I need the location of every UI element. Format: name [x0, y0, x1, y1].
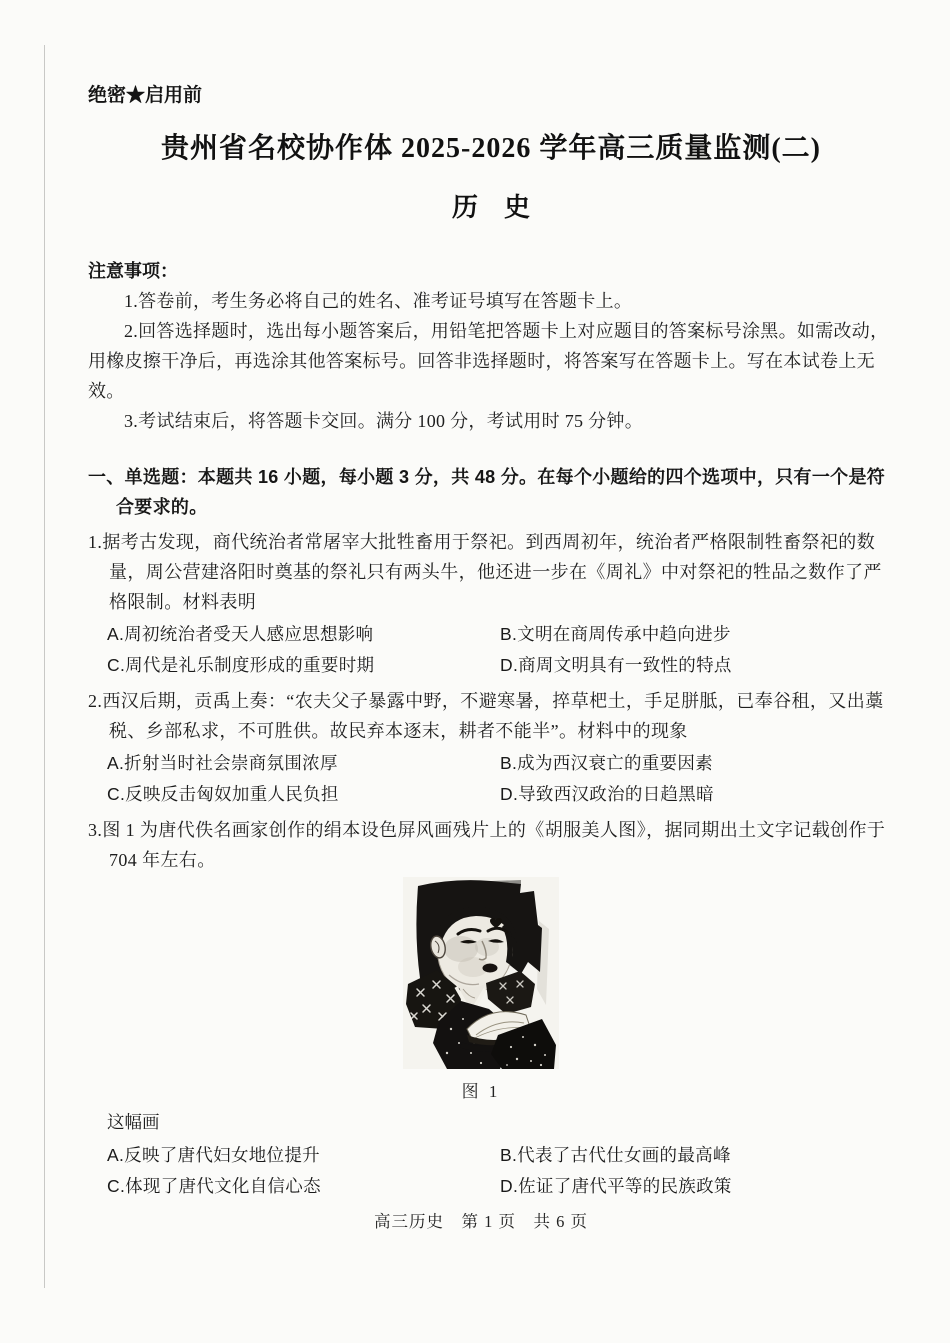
- option-text: 周初统治者受天人感应思想影响: [124, 624, 374, 644]
- question-1-option-a: [107, 619, 500, 650]
- option-text: 商周文明具有一致性的特点: [518, 655, 732, 675]
- option-text: 代表了古代仕女画的最高峰: [517, 1145, 731, 1165]
- question-2-stem-text: 西汉后期，贡禹上奏：“农夫父子暴露中野，不避寒暑，捽草杷土，手足胼胝，已奉谷租，又出藁税、乡部私求，不可胜供。故民弃本逐末，耕者不能半”。材料中的现象: [102, 691, 884, 741]
- option-label: A.: [107, 1145, 125, 1165]
- hufu-beauty-painting-image: [403, 877, 559, 1069]
- option-label: C.: [107, 784, 126, 804]
- option-text: 反映了唐代妇女地位提升: [124, 1145, 320, 1165]
- classification-label: 绝密★启用前: [88, 85, 203, 106]
- question-1: [88, 527, 894, 681]
- question-2-options: [88, 748, 894, 810]
- notice-item-1: 1.答卷前，考生务必将自己的姓名、准考证号填写在答题卡上。: [124, 291, 633, 311]
- option-label: C.: [107, 1176, 126, 1196]
- question-3-stem: [88, 815, 894, 875]
- question-2-option-c: [107, 779, 500, 810]
- option-text: 导致西汉政治的日趋黑暗: [518, 784, 714, 804]
- exam-title: 贵州省名校协作体 2025-2026 学年高三质量监测(二): [161, 133, 821, 164]
- notice-item-3: 3.考试结束后，将答题卡交回。满分 100 分，考试用时 75 分钟。: [124, 411, 643, 431]
- question-1-stem: [88, 527, 894, 617]
- question-1-options: [88, 619, 894, 681]
- option-label: A.: [107, 753, 125, 773]
- scan-edge-line: [44, 45, 45, 1288]
- option-text: 体现了唐代文化自信心态: [125, 1176, 321, 1196]
- question-1-option-c: [107, 650, 500, 681]
- question-1-stem-text: 据考古发现，商代统治者常屠宰大批牲畜用于祭祀。到西周初年，统治者严格限制牲畜祭祀的数量，周公营建洛阳时奠基的祭礼只有两头牛，他还进一步在《周礼》中对祭祀的牲品之数作了严格限制。材料表明: [102, 532, 882, 612]
- question-3-lead: 这幅画: [107, 1112, 160, 1132]
- exam-sheet: [88, 0, 894, 1234]
- question-3-stem-text: 图 1 为唐代佚名画家创作的绢本设色屏风画残片上的《胡服美人图》，据同期出土文字记载创作于 704 年左右。: [102, 820, 886, 870]
- option-text: 反映反击匈奴加重人民负担: [125, 784, 339, 804]
- question-1-number: 1.: [88, 532, 103, 552]
- page-footer: 高三历史 第 1 页 共 6 页: [374, 1212, 588, 1231]
- option-text: 折射当时社会崇商氛围浓厚: [124, 753, 338, 773]
- notice-heading: 注意事项：: [88, 261, 178, 281]
- option-label: D.: [500, 655, 519, 675]
- option-text: 文明在商周传承中趋向进步: [517, 624, 731, 644]
- question-3-option-c: [107, 1171, 500, 1202]
- question-3-option-d: [500, 1171, 894, 1202]
- option-label: B.: [500, 1145, 518, 1165]
- question-3: [88, 815, 894, 1202]
- question-3-options: [88, 1140, 894, 1202]
- option-label: B.: [500, 753, 518, 773]
- question-3-option-b: [500, 1140, 894, 1171]
- option-text: 成为西汉衰亡的重要因素: [517, 753, 713, 773]
- question-2-option-b: [500, 748, 894, 779]
- question-2-option-d: [500, 779, 894, 810]
- option-label: A.: [107, 624, 125, 644]
- figure-1: [78, 877, 884, 1103]
- option-label: C.: [107, 655, 126, 675]
- option-label: D.: [500, 784, 519, 804]
- question-1-option-d: [500, 650, 894, 681]
- subject-title: 历 史: [451, 193, 530, 222]
- question-2-stem: [88, 686, 894, 746]
- figure-1-caption: 图 1: [461, 1082, 501, 1101]
- question-2-option-a: [107, 748, 500, 779]
- option-label: B.: [500, 624, 518, 644]
- notice-section: [88, 256, 894, 436]
- question-2-number: 2.: [88, 691, 103, 711]
- question-1-option-b: [500, 619, 894, 650]
- question-3-option-a: [107, 1140, 500, 1171]
- question-3-number: 3.: [88, 820, 103, 840]
- question-2: [88, 686, 894, 810]
- notice-item-2: 2.回答选择题时，选出每小题答案后，用铅笔把答题卡上对应题目的答案标号涂黑。如需改动，用橡皮擦干净后，再选涂其他答案标号。回答非选择题时，将答案写在答题卡上。写在本试卷上无效。: [88, 321, 889, 401]
- option-label: D.: [500, 1176, 519, 1196]
- option-text: 周代是礼乐制度形成的重要时期: [125, 655, 375, 675]
- section-one-heading: 一、单选题：本题共 16 小题，每小题 3 分，共 48 分。在每个小题给的四个选项中，只有一个是符合要求的。: [88, 467, 886, 517]
- option-text: 佐证了唐代平等的民族政策: [518, 1176, 732, 1196]
- single-choice-section: [88, 462, 894, 1202]
